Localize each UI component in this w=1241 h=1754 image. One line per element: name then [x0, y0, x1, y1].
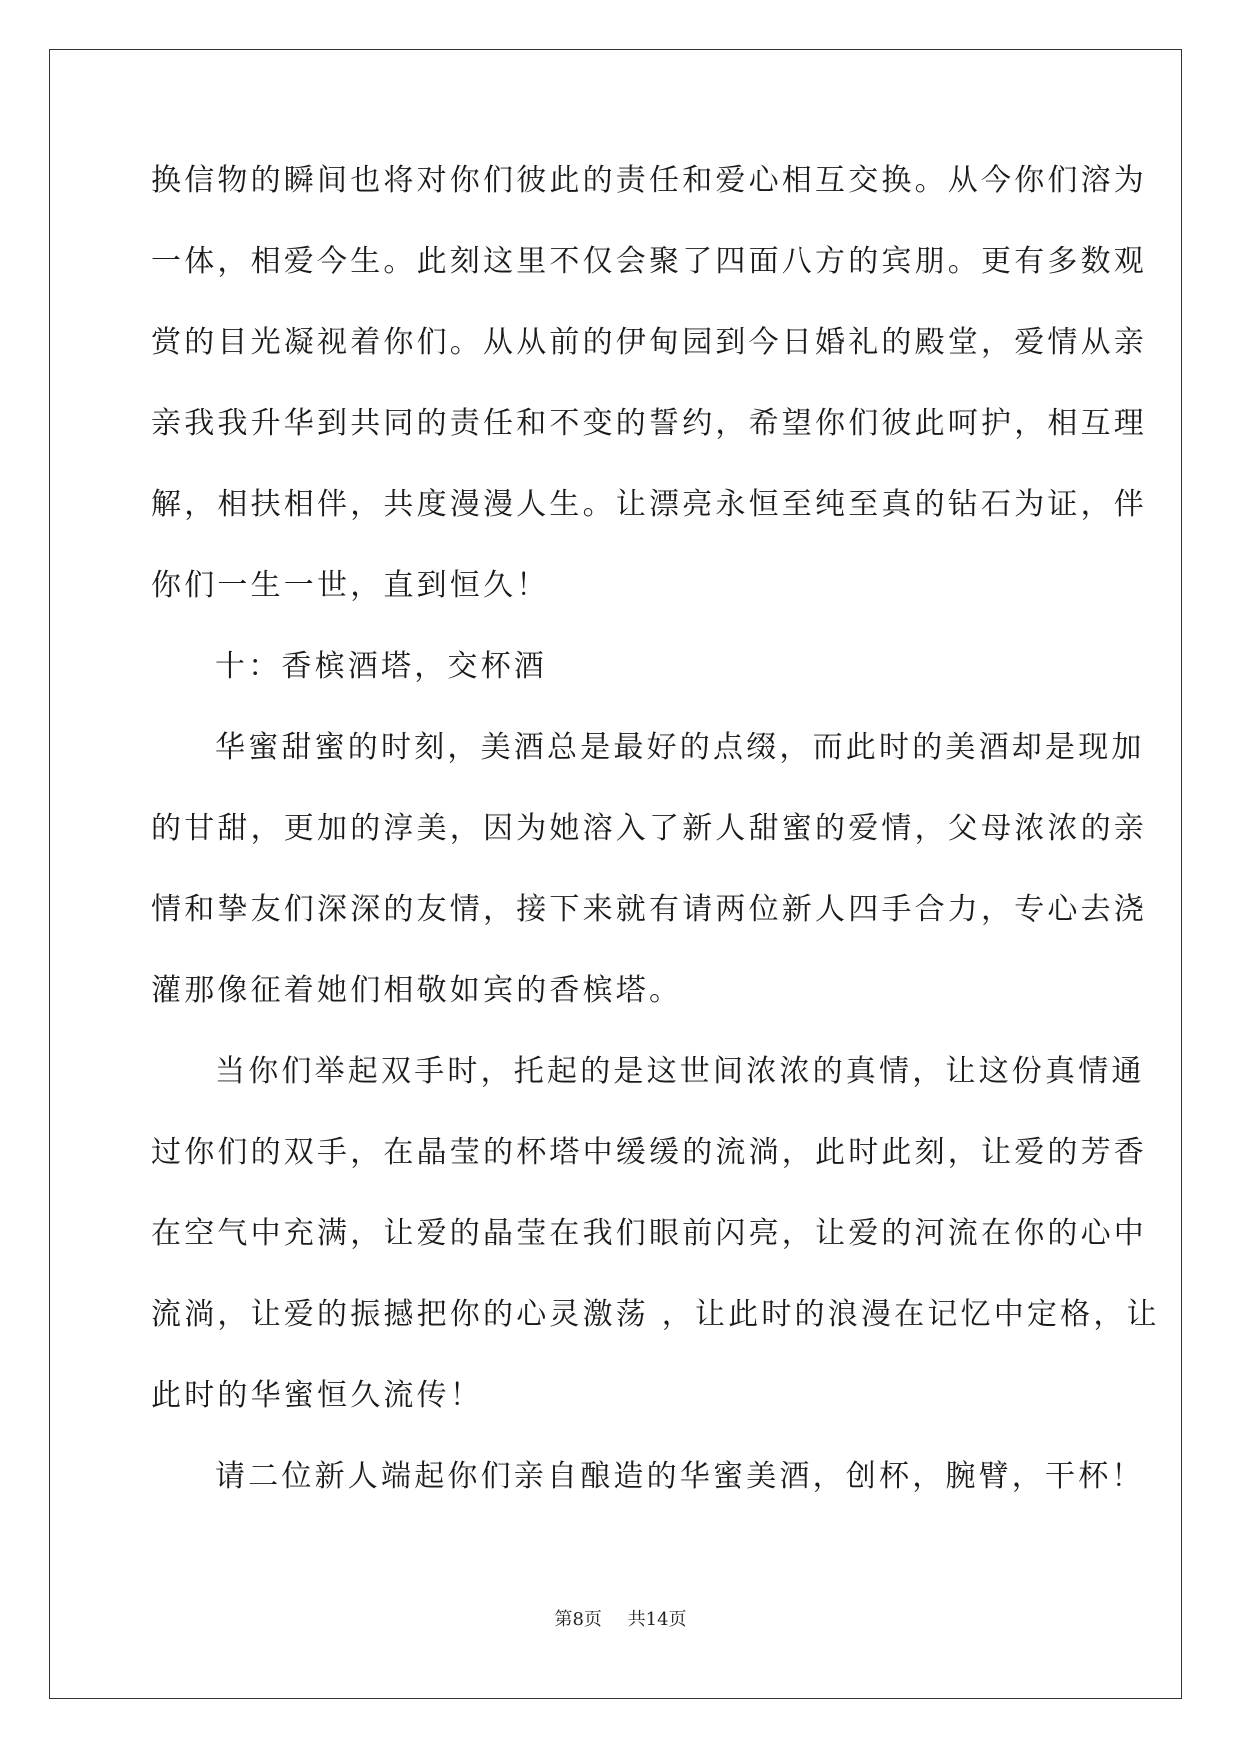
text-line: 亲我我升华到共同的责任和不变的誓约，希望你们彼此呵护，相互理 [151, 406, 1147, 441]
text-line: 此时的华蜜恒久流传！ [151, 1378, 483, 1413]
text-line: 过你们的双手，在晶莹的杯塔中缓缓的流淌，此时此刻，让爱的芳香 [151, 1135, 1147, 1170]
text-line: 华蜜甜蜜的时刻，美酒总是最好的点缀，而此时的美酒却是现加 [215, 730, 1145, 765]
page-number: 第8页 [554, 1609, 602, 1630]
document-body [151, 158, 1160, 1535]
text-line: 情和挚友们深深的友情，接下来就有请两位新人四手合力，专心去浇 [151, 892, 1147, 927]
text-line: 请二位新人端起你们亲自酿造的华蜜美酒，创杯，腕臂，干杯！ [215, 1459, 1145, 1494]
page-footer [0, 1605, 1241, 1631]
text-line: 当你们举起双手时，托起的是这世间浓浓的真情，让这份真情通 [215, 1054, 1145, 1089]
text-line: 你们一生一世，直到恒久！ [151, 568, 550, 603]
section-heading: 十：香槟酒塔，交杯酒 [215, 649, 547, 684]
text-line: 一体，相爱今生。此刻这里不仅会聚了四面八方的宾朋。更有多数观 [151, 244, 1147, 279]
text-line: 解，相扶相伴，共度漫漫人生。让漂亮永恒至纯至真的钻石为证，伴 [151, 487, 1147, 522]
text-line: 流淌，让爱的振撼把你的心灵激荡 ，让此时的浪漫在记忆中定格，让 [151, 1297, 1160, 1332]
page-total: 共14页 [627, 1609, 687, 1630]
text-line: 的甘甜，更加的淳美，因为她溶入了新人甜蜜的爱情，父母浓浓的亲 [151, 811, 1147, 846]
text-line: 赏的目光凝视着你们。从从前的伊甸园到今日婚礼的殿堂，爱情从亲 [151, 325, 1147, 360]
text-line: 灌那像征着她们相敬如宾的香槟塔。 [151, 973, 683, 1008]
text-line: 换信物的瞬间也将对你们彼此的责任和爱心相互交换。从今你们溶为 [151, 163, 1147, 198]
text-line: 在空气中充满，让爱的晶莹在我们眼前闪亮，让爱的河流在你的心中 [151, 1216, 1147, 1251]
